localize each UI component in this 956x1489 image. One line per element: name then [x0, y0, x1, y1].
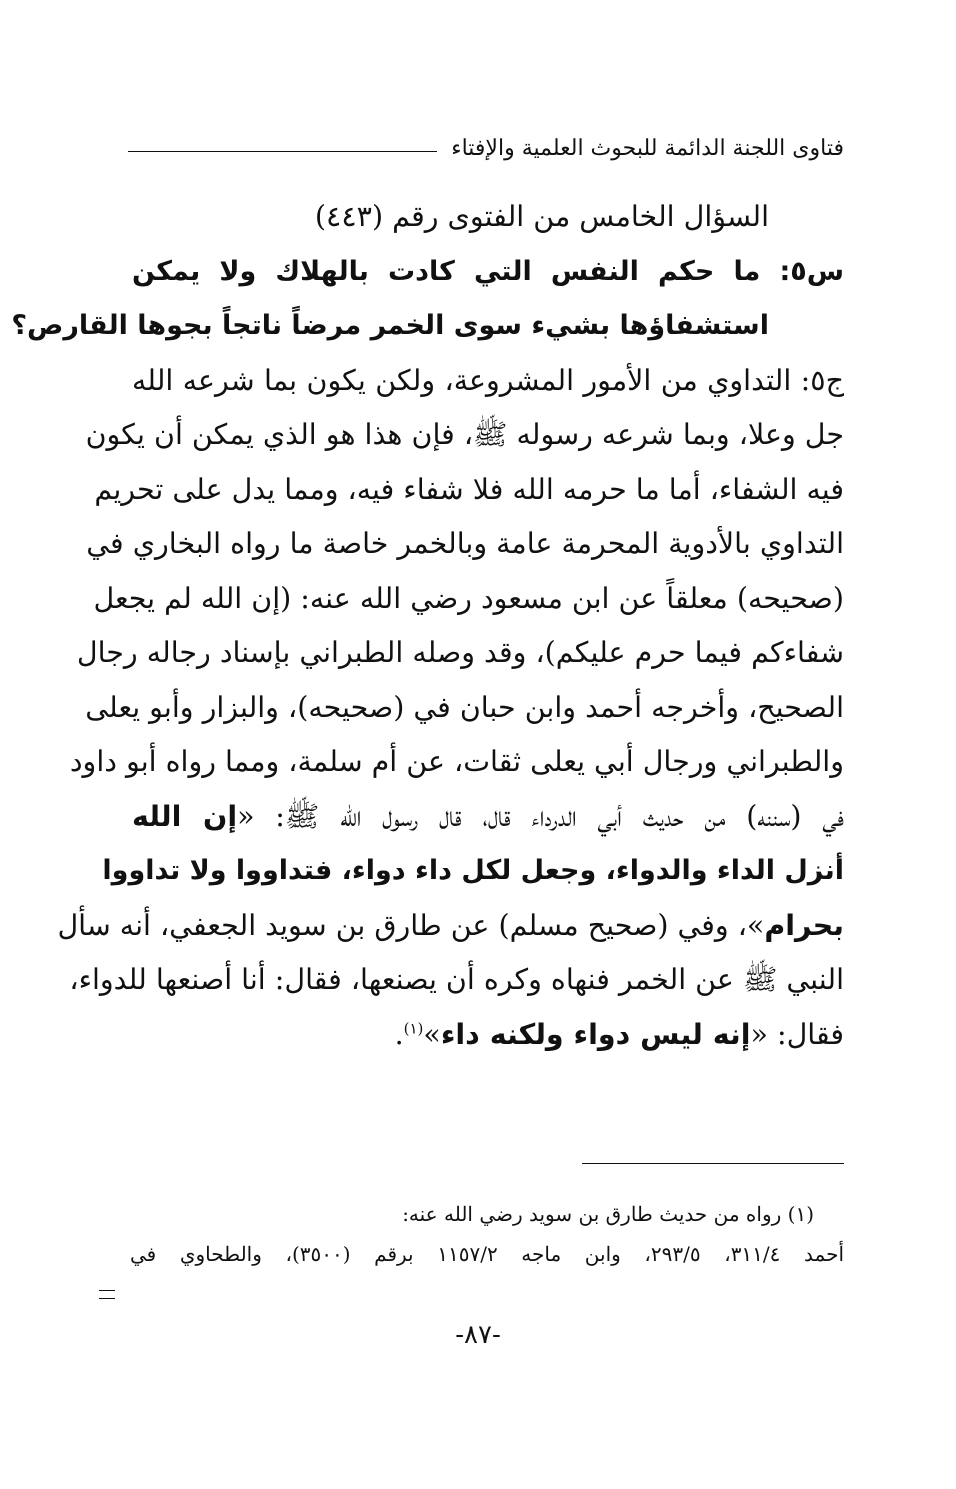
answer-line-2: جل وعلا، وبما شرعه رسوله ﷺ، فإن هذا هو الذي يمكن أن يكون [85, 418, 844, 451]
hadith-start-bold: إن الله [132, 799, 238, 833]
question-reference: السؤال الخامس من الفتوى رقم (٤٤٣) [314, 200, 769, 233]
footnote-line-2: أحمد ٣١١/٤، ٢٩٣/٥، وابن ماجه ١١٥٧/٢ برقم (٣٥٠٠)، والطحاوي في [130, 1242, 845, 1266]
footnotes [130, 1194, 844, 1274]
question-line-2: استشفاؤها بشيء سوى الخمر مرضاً ناتجاً بجوها القارص؟ [11, 310, 769, 341]
continuation-mark [99, 1290, 115, 1299]
answer-line-4: التداوي بالأدوية المحرمة عامة وبالخمر خاصة ما رواه البخاري في [86, 527, 844, 560]
header-rule [128, 151, 437, 152]
footnote-rule [582, 1163, 844, 1164]
hadith-line: أنزل الداء والدواء، وجعل لكل داء دواء، فتداووا ولا تداووا [102, 855, 844, 886]
answer-line-7: الصحيح، وأخرجه أحمد وابن حبان في (صحيحه)، والبزار وأبو يعلى [85, 690, 844, 724]
abudawud-text: في (سننه) من حديث أبي الدرداء قال، قال رسول الله ﷺ: « [237, 799, 844, 833]
footnote-line-1: (١) رواه من حديث طارق بن سويد رضي الله عنه: [402, 1202, 814, 1226]
answer-line-9 [132, 790, 844, 845]
answer-line-5: (صحيحه) معلقاً عن ابن مسعود رضي الله عنه: (إن الله لم يجعل [93, 581, 844, 615]
answer-line-12: النبي ﷺ عن الخمر فنهاه وكره أن يصنعها، فقال: أنا أصنعها للدواء، [69, 963, 844, 996]
last-quote-close: » [423, 1017, 441, 1051]
answer-line-8: والطبراني ورجال أبي يعلى ثقات، عن أم سلمة، ومما رواه أبو داود [69, 745, 844, 778]
last-hadith-bold: إنه ليس دواء ولكنه داء [440, 1017, 751, 1051]
question-line-1: س٥: ما حكم النفس التي كادت بالهلاك ولا يمكن [132, 255, 844, 287]
last-line-end: . [394, 1017, 404, 1051]
header-title: فتاوى اللجنة الدائمة للبحوث العلمية والإفتاء [451, 135, 844, 161]
footnote-marker[interactable]: (١) [403, 1019, 424, 1037]
page-number: -٨٧- [455, 1320, 501, 1350]
last-line-text: فقال: « [750, 1017, 844, 1051]
running-header [128, 128, 844, 168]
answer-line-3: فيه الشفاء، أما ما حرمه الله فلا شفاء فيه، ومما يدل على تحريم [94, 472, 844, 506]
main-text [11, 190, 844, 1062]
answer-line-13 [132, 1008, 844, 1063]
answer-line-1: ج٥: التداوي من الأمور المشروعة، ولكن يكون بما شرعه الله [132, 363, 844, 397]
answer-line-6: شفاءكم فيما حرم عليكم)، وقد وصله الطبراني بإسناد رجاله رجال [76, 636, 844, 669]
muslim-text: »، وفي (صحيح مسلم) عن طارق بن سويد الجعفي، أنه سأل [57, 908, 765, 942]
answer-line-11 [57, 899, 844, 954]
hadith-end-bold: بحرام [764, 908, 844, 942]
